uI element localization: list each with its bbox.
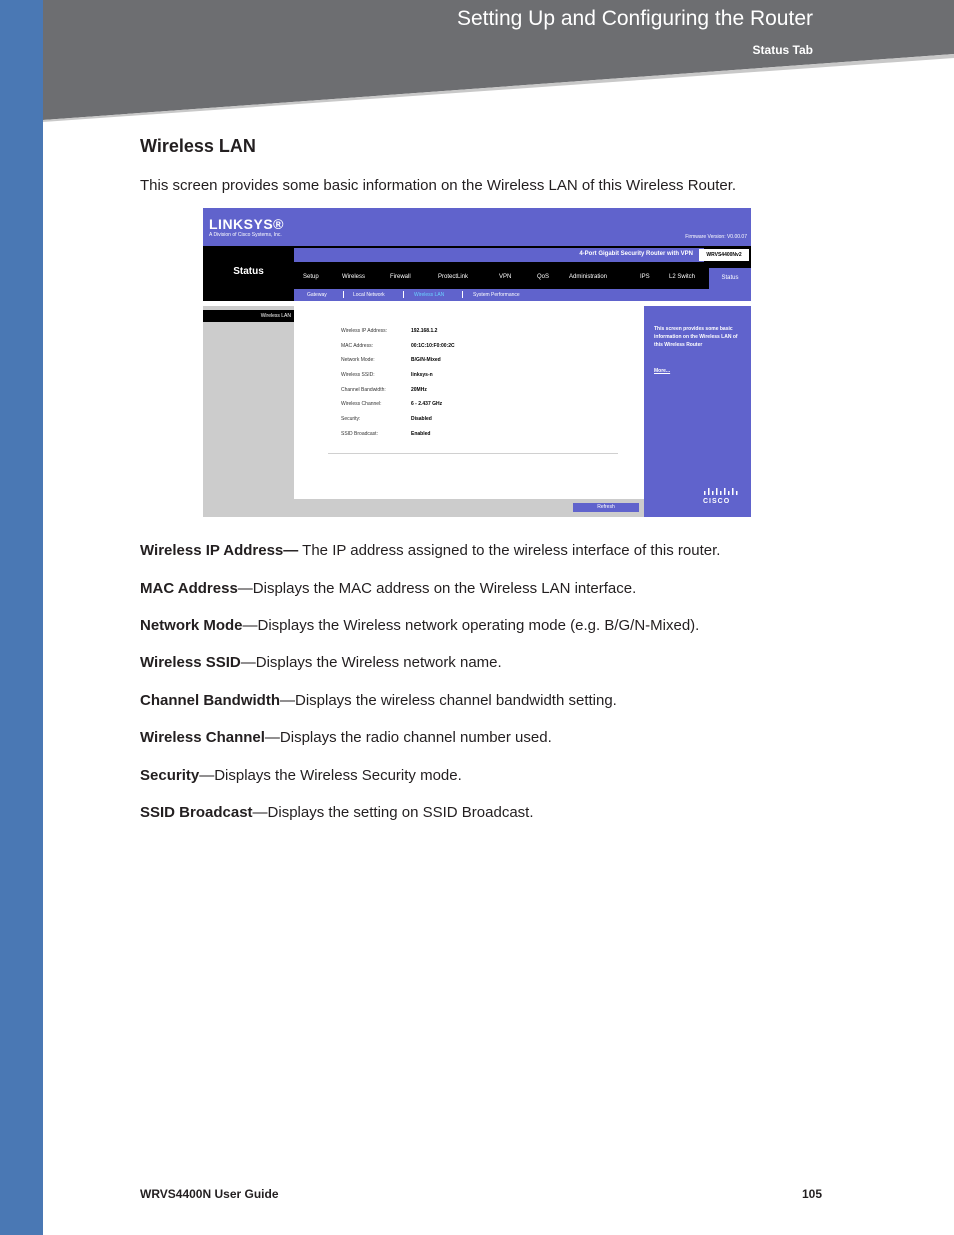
linksys-logo: LINKSYS® bbox=[209, 216, 284, 232]
left-margin-bar bbox=[0, 0, 43, 1235]
field-value: 6 - 2.437 GHz bbox=[411, 401, 443, 407]
definition-term: SSID Broadcast bbox=[140, 804, 253, 821]
field-value: B/G/N-Mixed bbox=[411, 357, 441, 363]
field-value: 192.168.1.2 bbox=[411, 328, 438, 334]
tab-ips[interactable]: IPS bbox=[640, 274, 650, 280]
tab-setup[interactable]: Setup bbox=[303, 274, 319, 280]
intro-paragraph: This screen provides some basic information on the Wireless LAN of this Wireless Router. bbox=[140, 177, 737, 194]
cisco-bars-icon bbox=[703, 487, 743, 496]
field-label: Security: bbox=[341, 416, 361, 422]
product-name: 4-Port Gigabit Security Router with VPN bbox=[579, 251, 693, 257]
definition-term: Wireless SSID bbox=[140, 654, 241, 671]
field-value: 20MHz bbox=[411, 387, 427, 393]
definition-item bbox=[140, 692, 617, 709]
section-label: Status bbox=[233, 266, 264, 277]
definition-item bbox=[140, 654, 502, 671]
definition-item bbox=[140, 542, 720, 559]
definition-term: Wireless Channel bbox=[140, 729, 265, 746]
definition-term: Channel Bandwidth bbox=[140, 692, 280, 709]
field-value: linksys-n bbox=[411, 372, 433, 378]
subtab-divider bbox=[462, 291, 463, 298]
definition-desc: —Displays the Wireless network operating mode (e.g. B/G/N-Mixed). bbox=[242, 617, 700, 634]
field-label: Channel Bandwidth: bbox=[341, 387, 386, 393]
linksys-logo-sub: A Division of Cisco Systems, Inc. bbox=[209, 232, 282, 238]
field-label: Wireless SSID: bbox=[341, 372, 375, 378]
chapter-title: Setting Up and Configuring the Router bbox=[456, 7, 813, 30]
side-item-wireless-lan[interactable]: Wireless LAN bbox=[203, 310, 294, 322]
subtab-system-performance[interactable]: System Performance bbox=[473, 292, 520, 298]
definition-item bbox=[140, 804, 534, 821]
subtab-gateway[interactable]: Gateway bbox=[307, 292, 327, 298]
definition-desc: —Displays the Wireless Security mode. bbox=[199, 767, 462, 784]
definition-desc: —Displays the radio channel number used. bbox=[264, 729, 552, 746]
definition-term: Wireless IP Address— bbox=[140, 542, 299, 559]
tab-administration[interactable]: Administration bbox=[569, 274, 608, 280]
help-text: This screen provides some basic information on the Wireless LAN of this Wireless Router bbox=[654, 326, 738, 348]
tab-l2-switch[interactable]: L2 Switch bbox=[669, 274, 696, 280]
subtab-wireless-lan[interactable]: Wireless LAN bbox=[414, 292, 445, 298]
subtab-divider bbox=[343, 291, 344, 298]
field-label: MAC Address: bbox=[341, 343, 373, 349]
refresh-button[interactable]: Refresh bbox=[573, 503, 639, 512]
field-label: Wireless IP Address: bbox=[341, 328, 388, 334]
divider bbox=[328, 453, 618, 454]
tab-protectlink[interactable]: ProtectLink bbox=[438, 274, 469, 280]
field-value: Enabled bbox=[411, 431, 431, 437]
definition-desc: —Displays the wireless channel bandwidth setting. bbox=[280, 692, 617, 709]
firmware-version: Firmware Version: V0.00.07 bbox=[685, 234, 747, 240]
footer-guide-title: WRVS4400N User Guide bbox=[140, 1187, 279, 1201]
router-screenshot bbox=[203, 208, 751, 517]
field-value: Disabled bbox=[411, 416, 432, 422]
definition-item bbox=[140, 767, 462, 784]
field-label: Network Mode: bbox=[341, 357, 375, 363]
tab-vpn[interactable]: VPN bbox=[499, 274, 512, 280]
definition-item bbox=[140, 617, 699, 634]
definition-desc: —Displays the Wireless network name. bbox=[240, 654, 502, 671]
tab-qos[interactable]: QoS bbox=[537, 274, 550, 280]
definition-term: Security bbox=[140, 767, 200, 784]
definition-term: MAC Address bbox=[140, 580, 238, 597]
definition-desc: —Displays the setting on SSID Broadcast. bbox=[252, 804, 534, 821]
tab-firewall[interactable]: Firewall bbox=[390, 274, 411, 280]
definition-term: Network Mode bbox=[140, 617, 243, 634]
model-badge: WRVS4400Nv2 bbox=[699, 249, 749, 261]
cisco-logo: CISCO bbox=[703, 498, 731, 505]
field-label: Wireless Channel: bbox=[341, 401, 382, 407]
tab-status[interactable]: Status bbox=[709, 268, 751, 289]
subtab-divider bbox=[403, 291, 404, 298]
page-number: 105 bbox=[801, 1187, 822, 1201]
chapter-subtitle: Status Tab bbox=[752, 43, 813, 57]
definition-item bbox=[140, 729, 552, 746]
definition-item bbox=[140, 580, 636, 597]
field-value: 00:1C:10:F0:00:2C bbox=[411, 343, 455, 349]
definition-desc: The IP address assigned to the wireless interface of this router. bbox=[298, 542, 721, 559]
router-top-bar bbox=[203, 208, 751, 246]
tab-wireless[interactable]: Wireless bbox=[342, 274, 366, 280]
field-label: SSID Broadcast: bbox=[341, 431, 378, 437]
help-more-link[interactable]: More... bbox=[654, 368, 671, 374]
section-title: Wireless LAN bbox=[140, 136, 256, 156]
side-panel bbox=[203, 306, 294, 517]
definition-desc: —Displays the MAC address on the Wireless LAN interface. bbox=[237, 580, 637, 597]
subtab-local-network[interactable]: Local Network bbox=[353, 292, 385, 298]
